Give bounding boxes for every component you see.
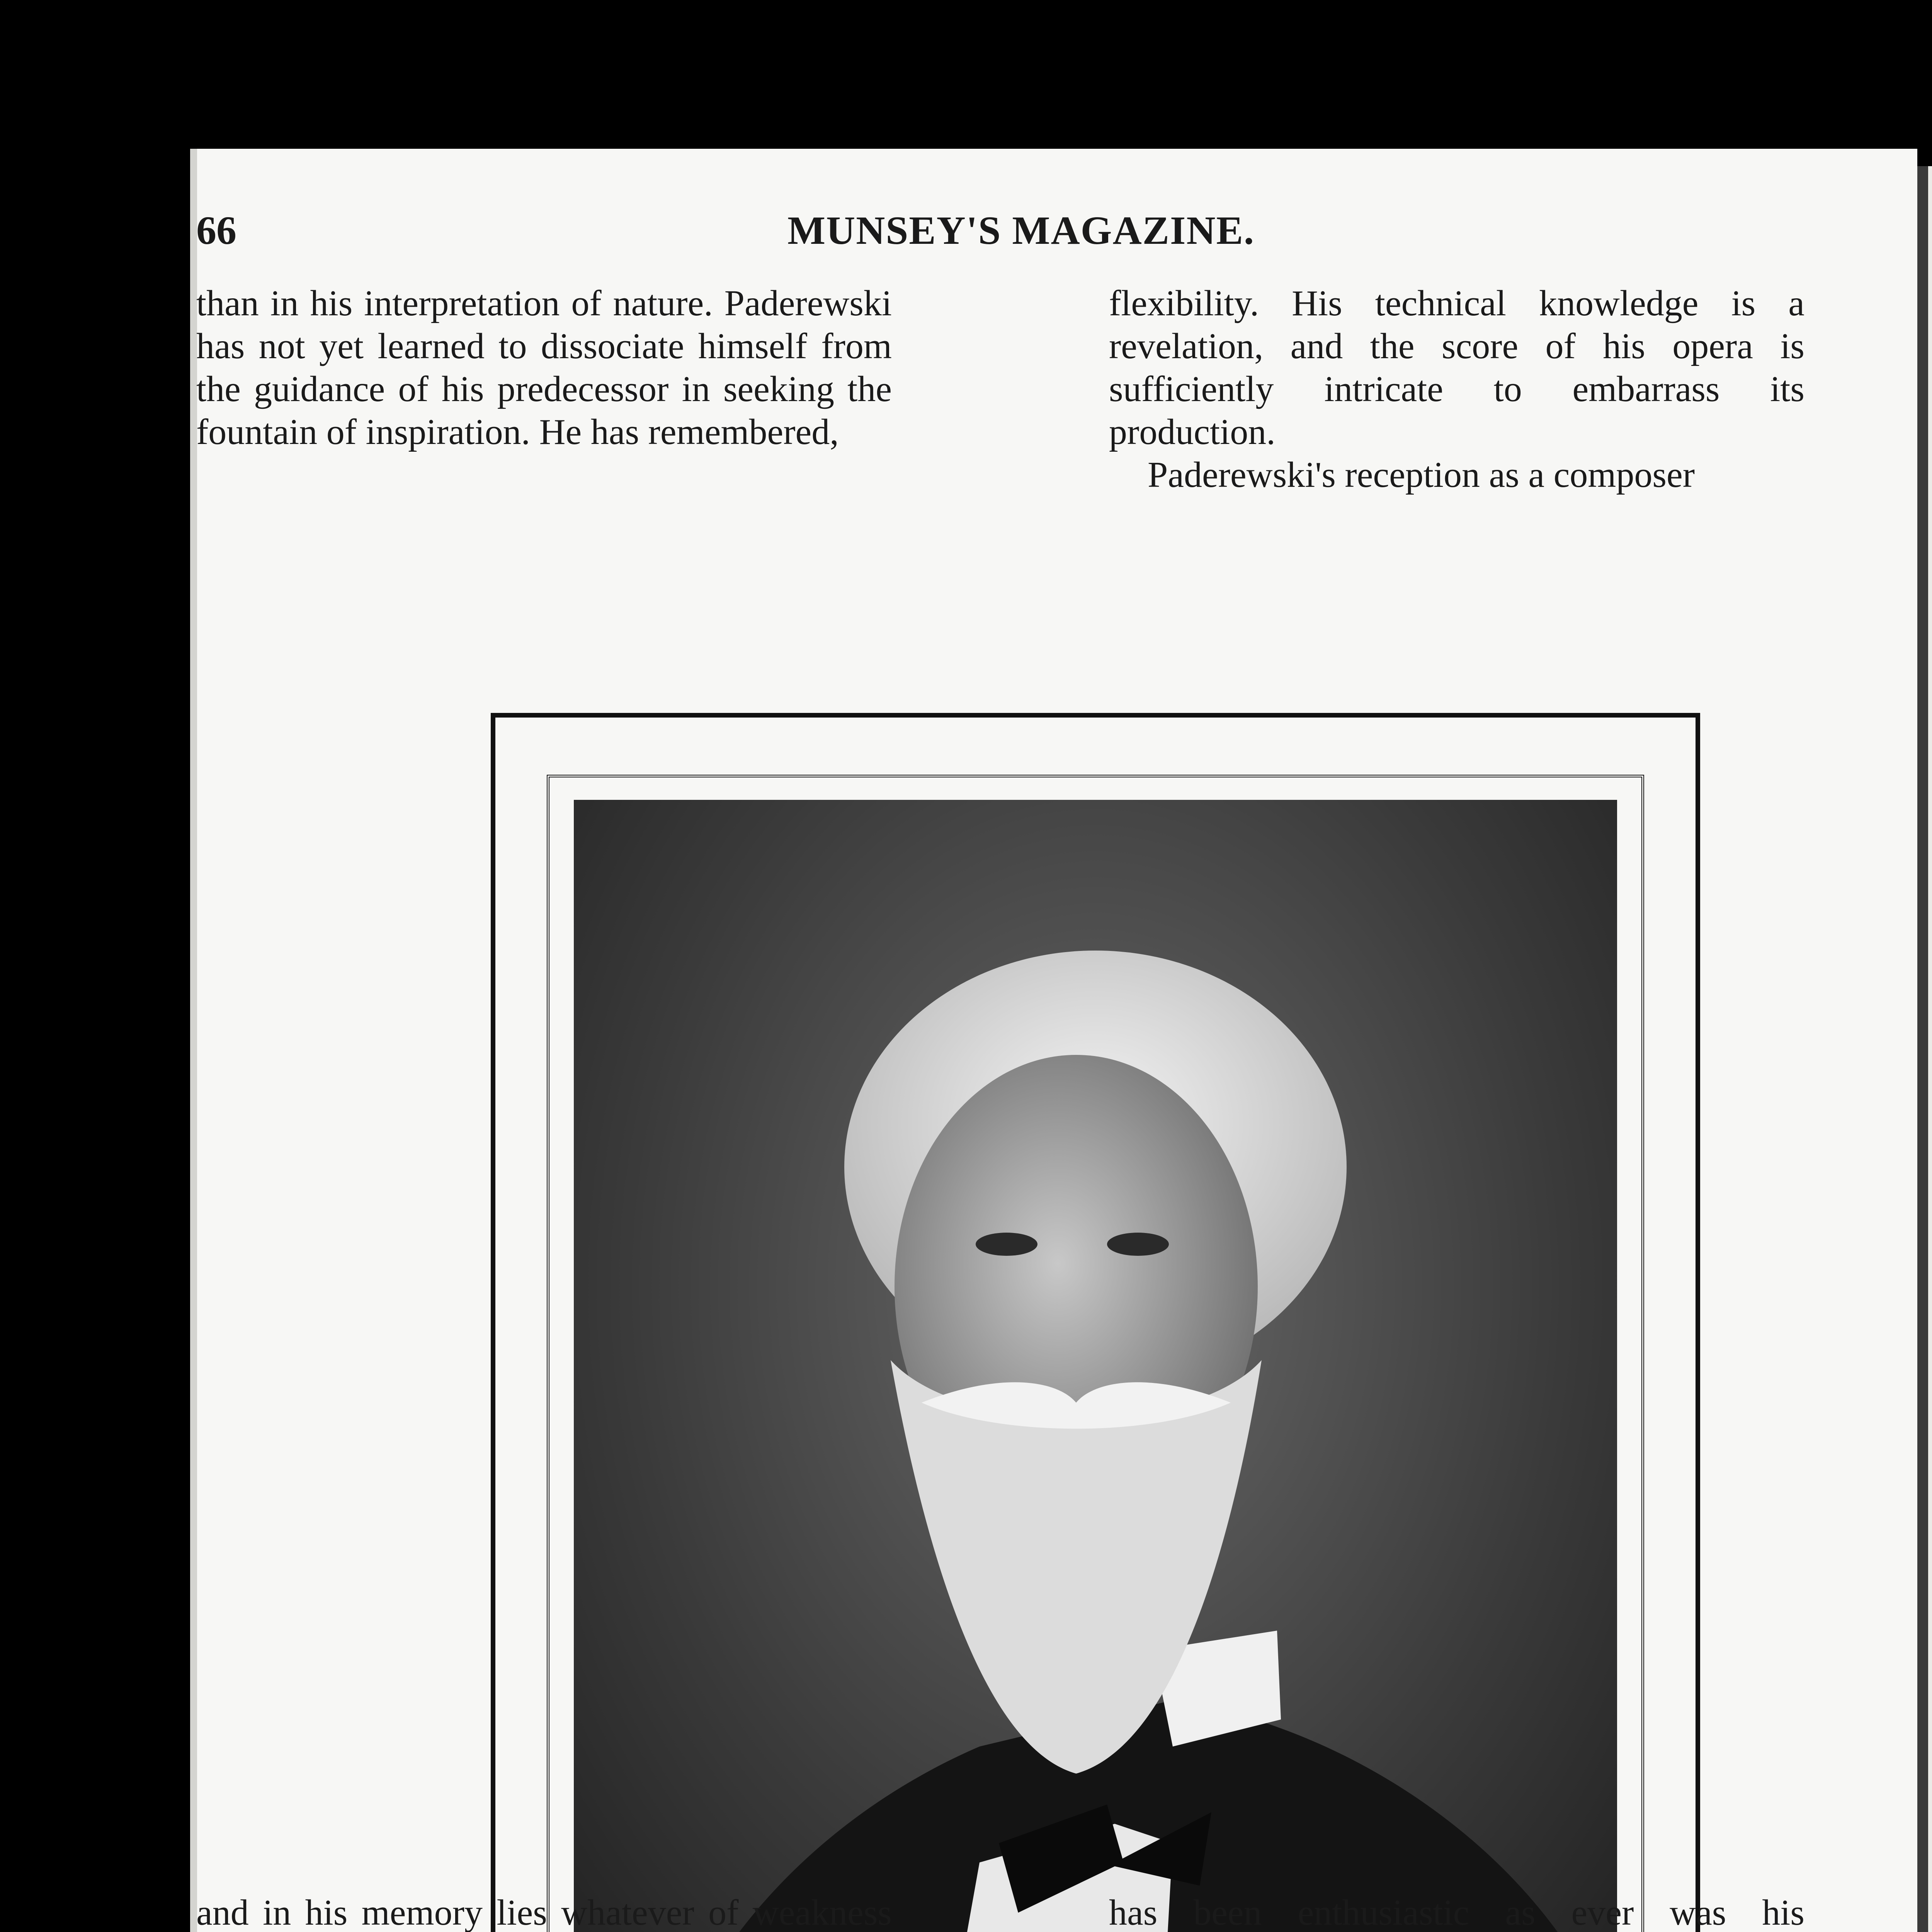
paragraph: flexibility. His technical knowledge is a revelation, and the score of his opera is sufficiently intricate to embarrass its production. (1109, 283, 1804, 452)
page-header (196, 208, 1549, 272)
running-head: MUNSEY'S MAGAZINE. (787, 208, 1255, 253)
column-bottom-left (196, 1891, 892, 1932)
portrait-photograph (574, 800, 1617, 1932)
paragraph: and in his memory lies whatever of weakness (196, 1893, 892, 1932)
column-top-left (196, 282, 892, 454)
paragraph: than in his interpretation of nature. Paderewski has not yet learned to dissociate himself from the guidance of his predecessor in seeking the fountain of inspiration. He has remembered, (196, 283, 892, 452)
paragraph: has been enthusiastic as ever was his (1109, 1893, 1804, 1932)
page-number: 66 (196, 208, 236, 253)
column-top-right (1109, 282, 1804, 497)
column-bottom-right (1109, 1891, 1804, 1932)
facing-page-edge (1917, 166, 1932, 1932)
paragraph: Paderewski's reception as a composer (1148, 455, 1695, 495)
